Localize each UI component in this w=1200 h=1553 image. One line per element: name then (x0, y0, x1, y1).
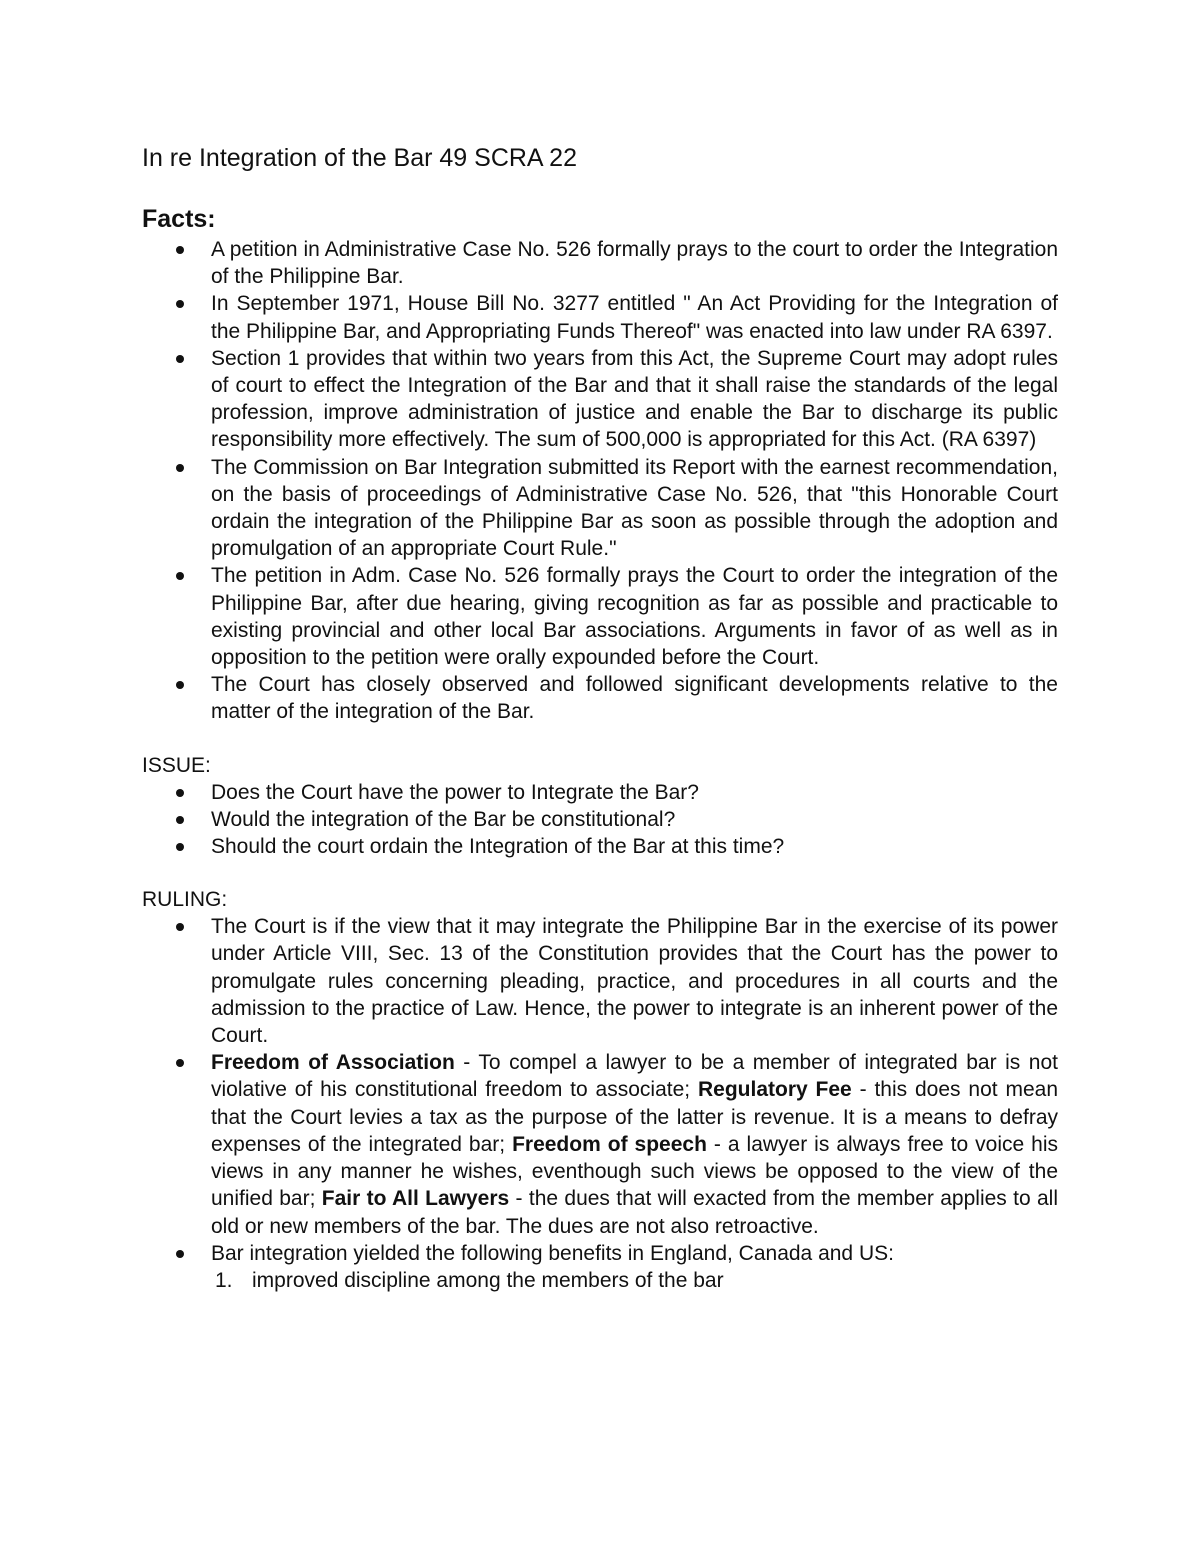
issue-item: Should the court ordain the Integration of the Bar at this time? (142, 833, 1058, 860)
term-regulatory-fee: Regulatory Fee (697, 1078, 852, 1102)
facts-item: Section 1 provides that within two years from this Act, the Supreme Court may adopt rules of court to effect the Integration of the Bar and that it shall raise the standards of the legal profession, improve administration of justice and enable the Bar to discharge its public responsibility more effectively. The sum of 500,000 is appropriated for this Act. (RA 6397) (142, 345, 1058, 454)
ruling-item (142, 1240, 1058, 1294)
facts-item: The Court has closely observed and followed significant developments relative to the matter of the integration of the Bar. (142, 671, 1058, 725)
term-freedom-of-speech: Freedom of speech (512, 1132, 707, 1156)
document-page (142, 140, 1058, 1294)
facts-item: A petition in Administrative Case No. 526 formally prays to the court to order the Integration of the Philippine Bar. (142, 236, 1058, 290)
issue-list (142, 779, 1058, 861)
issue-heading: ISSUE: (142, 753, 211, 777)
facts-item: The petition in Adm. Case No. 526 formally prays the Court to order the integration of the Philippine Bar, after due hearing, giving recognition as far as possible and practicable to existing provincial and other local Bar associations. Arguments in favor of as well as in opposition to the petition were orally expounded before the Court. (142, 562, 1058, 671)
issue-item: Does the Court have the power to Integrate the Bar? (142, 779, 1058, 806)
ruling-heading: RULING: (142, 888, 228, 912)
term-fair-to-all-lawyers: Fair to All Lawyers (321, 1187, 510, 1211)
ruling-text: - To compel a lawyer to be a member of integrated bar is not violative of his constitutional freedom to associate; (211, 1051, 1058, 1102)
benefit-item (211, 1267, 1058, 1294)
term-freedom-of-association: Freedom of Association (211, 1051, 455, 1075)
ruling-item-rights (142, 1049, 1058, 1239)
facts-list (142, 236, 1058, 726)
facts-heading: Facts: (142, 205, 216, 233)
issue-item: Would the integration of the Bar be constitutional? (142, 806, 1058, 833)
benefit-number: 1. (215, 1268, 233, 1292)
benefit-text: improved discipline among the members of the bar (252, 1268, 724, 1292)
benefits-list (211, 1267, 1058, 1294)
spacer (142, 860, 1058, 886)
benefits-intro: Bar integration yielded the following benefits in England, Canada and US: (211, 1241, 894, 1265)
spacer (142, 726, 1058, 752)
ruling-list (142, 913, 1058, 1294)
document-title: In re Integration of the Bar 49 SCRA 22 (142, 144, 577, 172)
facts-item: In September 1971, House Bill No. 3277 entitled " An Act Providing for the Integration of the Philippine Bar, and Appropriating Funds Thereof" was enacted into law under RA 6397. (142, 290, 1058, 344)
ruling-text: - this does not mean that the Court levies a tax as the purpose of the latter is revenue. It is a means to defray expenses of the integrated bar; (211, 1078, 1059, 1156)
ruling-item: The Court is if the view that it may integrate the Philippine Bar in the exercise of its power under Article VIII, Sec. 13 of the Constitution provides that the Court has the power to promulgate rules concerning pleading, practice, and procedures in all courts and the admission to the practice of Law. Hence, the power to integrate is an inherent power of the Court. (142, 913, 1058, 1049)
ruling-text: - a lawyer is always free to voice his views in any manner he wishes, eventhough such views be opposed to the view of the unified bar; (211, 1132, 1058, 1211)
ruling-text: - the dues that will exacted from the member applies to all old or new members of the bar. The dues are not also retroactive. (211, 1187, 1058, 1238)
facts-item: The Commission on Bar Integration submitted its Report with the earnest recommendation, on the basis of proceedings of Administrative Case No. 526, that "this Honorable Court ordain the integration of the Philippine Bar as soon as possible through the adoption and promulgation of an appropriate Court Rule." (142, 454, 1058, 563)
